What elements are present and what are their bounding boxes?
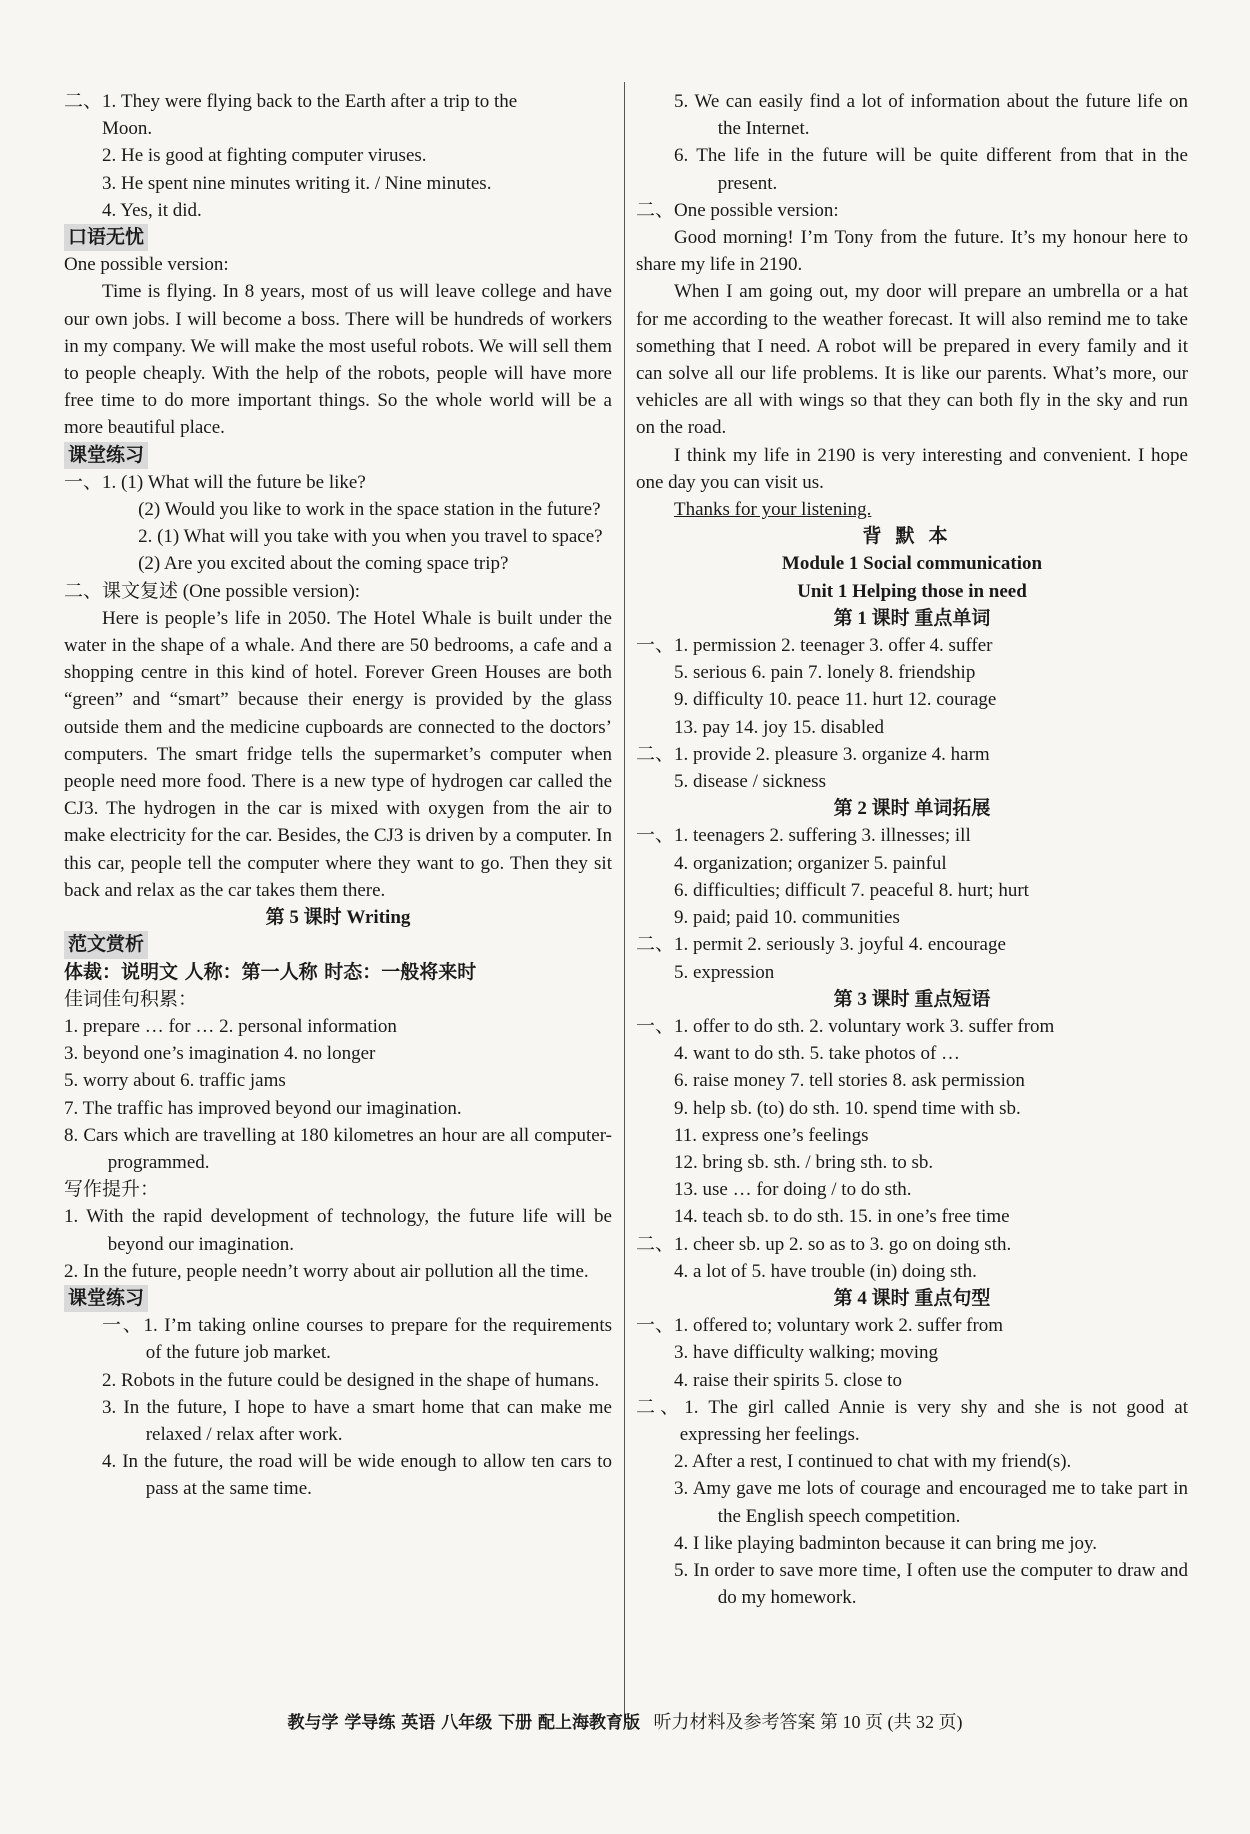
text-line: 14. teach sb. to do sth. 15. in one’s free time [674,1206,1010,1228]
text-line: 二、1. cheer sb. up 2. so as to 3. go on doing sth. [636,1233,1012,1255]
section-heading: 口语无忧 [64,224,148,251]
text-line: 写作提升： [64,1179,160,1201]
text-line [64,1285,612,1312]
text-line: 12. bring sb. sth. / bring sth. to sb. [674,1151,934,1173]
text-line: Good morning! I’m Tony from the future. It’s my honour here to share my life in 2190. [636,227,1188,276]
footer-page-info: 听力材料及参考答案 第 10 页 (共 32 页) [653,1712,963,1732]
text-line: Module 1 Social communication [781,553,1043,575]
text-line: 佳词佳句积累： [64,988,198,1010]
text-line: 第 5 课时 Writing [265,907,411,929]
text-line: 2. (1) What will you take with you when you travel to space? [138,526,603,548]
text-line: 3. beyond one’s imagination 4. no longer [64,1043,376,1065]
text-line: 1. prepare … for … 2. personal information [64,1015,397,1037]
text-line: Time is flying. In 8 years, most of us will leave college and have our own jobs. I will become a boss. There will be hundreds of workers in my company. We will make the most useful robots. We will sell them to people cheaply. With the help of the robots, people will have more free time to do more important things. So the whole world will be a more beautiful place. [64,281,612,439]
text-line: 6. raise money 7. tell stories 8. ask permission [674,1070,1025,1092]
text-line: 5. expression [674,961,775,983]
text-line: Moon. [102,118,153,140]
text-line: Thanks for your listening. [674,499,872,521]
text-line: 第 2 课时 单词拓展 [833,798,991,820]
text-line: 4. want to do sth. 5. take photos of … [674,1043,961,1065]
text-line: 一、1. I’m taking online courses to prepare for the requirements of the future job market. [102,1315,612,1364]
text-line: 第 4 课时 重点句型 [833,1287,991,1309]
text-line: 5. serious 6. pain 7. lonely 8. friendship [674,662,976,684]
text-line: 9. difficulty 10. peace 11. hurt 12. courage [674,689,997,711]
text-line: 二、课文复述 (One possible version): [64,580,361,602]
text-line: 一、1. offer to do sth. 2. voluntary work 3. suffer from [636,1015,1055,1037]
text-line: 5. We can easily find a lot of information about the future life on the Internet. [674,91,1188,140]
text-line: (2) Are you excited about the coming space trip? [138,553,509,575]
text-line: 2. Robots in the future could be designed in the shape of humans. [102,1369,600,1391]
text-line: 4. Yes, it did. [102,199,202,221]
text-line: 3. He spent nine minutes writing it. / Nine minutes. [102,172,492,194]
text-line: 二、1. permit 2. seriously 3. joyful 4. encourage [636,934,1006,956]
text-line: 9. help sb. (to) do sth. 10. spend time with sb. [674,1097,1021,1119]
text-line: 背默本 [862,525,962,548]
text-line: 4. raise their spirits 5. close to [674,1369,902,1391]
text-line: 一、1. permission 2. teenager 3. offer 4. suffer [636,635,993,657]
text-line: Unit 1 Helping those in need [797,580,1027,602]
text-line: 8. Cars which are travelling at 180 kilometres an hour are all computer-programmed. [64,1124,612,1173]
text-line: When I am going out, my door will prepare an umbrella or a hat for me according to the weather forecast. It will also remind me to take something that I need. A robot will be prepared in every family and it can solve all our life problems. It is like our parents. What’s more, our vehicles are all with wings so that they can both fly in the sky and run on the road. [636,281,1188,439]
text-line [64,442,612,469]
text-line: 第 1 课时 重点单词 [833,607,991,629]
text-line: (2) Would you like to work in the space station in the future? [138,499,601,521]
text-line: 5. worry about 6. traffic jams [64,1070,286,1092]
section-heading: 课堂练习 [64,1285,148,1312]
column-divider [624,82,625,1722]
text-line: I think my life in 2190 is very interesting and convenient. I hope one day you can visit us. [636,444,1188,493]
text-line: 第 3 课时 重点短语 [833,988,991,1010]
text-line: 2. He is good at fighting computer viruses. [102,145,427,167]
text-line: 二、1. The girl called Annie is very shy and she is not good at expressing her feelings. [636,1396,1188,1445]
footer-brand: 教与学 学导练 英语 八年级 下册 配上海教育版 [287,1713,641,1733]
text-line: 13. use … for doing / to do sth. [674,1179,912,1201]
text-line: 3. Amy gave me lots of courage and encouraged me to take part in the English speech competition. [674,1478,1188,1527]
text-line: 6. difficulties; difficult 7. peaceful 8. hurt; hurt [674,879,1029,901]
text-line: 体裁：说明文 人称：第一人称 时态：一般将来时 [64,960,477,983]
text-line: 4. a lot of 5. have trouble (in) doing sth. [674,1260,977,1282]
text-line: One possible version: [64,254,229,276]
section-heading: 范文赏析 [64,931,148,958]
text-line: 5. disease / sickness [674,771,826,793]
text-line: 一、1. teenagers 2. suffering 3. illnesses; ill [636,825,971,847]
text-line: 一、1. (1) What will the future be like? [64,471,366,493]
section-heading: 课堂练习 [64,442,148,469]
text-line: 7. The traffic has improved beyond our imagination. [64,1097,462,1119]
text-line: 4. In the future, the road will be wide enough to allow ten cars to pass at the same time. [102,1451,612,1500]
text-line: 11. express one’s feelings [674,1124,869,1146]
text-line: 9. paid; paid 10. communities [674,907,900,929]
text-line: 3. have difficulty walking; moving [674,1342,939,1364]
text-line: 6. The life in the future will be quite different from that in the present. [674,145,1188,194]
right-column [636,88,1188,1611]
text-line [64,931,612,958]
text-line: 二、1. They were flying back to the Earth after a trip to the [64,91,518,112]
text-line: 13. pay 14. joy 15. disabled [674,716,885,738]
text-line: 2. After a rest, I continued to chat with my friend(s). [674,1451,1072,1473]
text-line: 1. With the rapid development of technology, the future life will be beyond our imagination. [64,1206,612,1255]
text-line: 二、One possible version: [636,199,839,221]
text-line: 2. In the future, people needn’t worry about air pollution all the time. [64,1260,589,1282]
text-line: 4. I like playing badminton because it can bring me joy. [674,1532,1097,1554]
page-footer [0,1708,1250,1734]
text-line: 一、1. offered to; voluntary work 2. suffer from [636,1315,1004,1337]
text-line: 3. In the future, I hope to have a smart home that can make me relaxed / relax after work. [102,1396,612,1445]
text-line: 4. organization; organizer 5. painful [674,852,947,874]
text-line: 5. In order to save more time, I often use the computer to draw and do my homework. [674,1559,1188,1609]
left-column [64,88,612,1503]
text-line: 二、1. provide 2. pleasure 3. organize 4. harm [636,743,990,765]
text-line: Here is people’s life in 2050. The Hotel Whale is built under the water in the shape of a whale. And there are 50 bedrooms, a cafe and a shopping centre in this kind of hotel. Forever Green Houses are both “green” and “smart” because their energy is provided by the glass outside them and the medicine cupboards are connected to the doctors’ computers. The smart fridge tells the supermarket’s computer when people need more food. There is a new type of hydrogen car called the CJ3. The hydrogen in the car is mixed with oxygen from the air to make electricity for the car. Besides, the CJ3 is driven by a computer. In this car, people tell the computer where they want to go. Then they sit back and relax as the car takes them there. [64,607,612,901]
text-line [64,224,612,251]
